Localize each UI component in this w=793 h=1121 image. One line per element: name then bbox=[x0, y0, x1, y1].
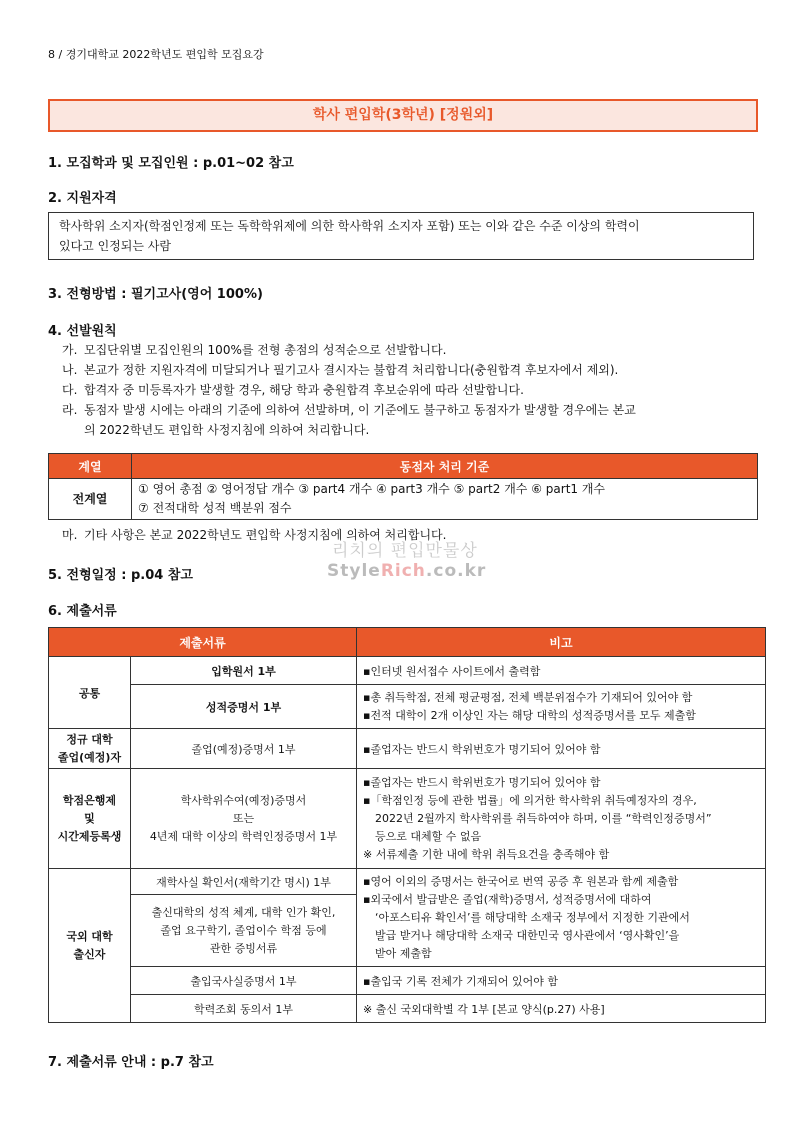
section-1-heading: 1. 모집학과 및 모집인원 : p.01~02 참고 bbox=[48, 156, 294, 171]
group-label: 학점은행제 및 시간제등록생 bbox=[49, 769, 131, 869]
doc-note: ▪인터넷 원서접수 사이트에서 출력함 bbox=[357, 657, 766, 685]
table-header: 계열 bbox=[49, 454, 132, 479]
table-row bbox=[49, 479, 758, 520]
list-item: 의 2022학년도 편입학 사정지침에 의하여 처리합니다. bbox=[84, 423, 370, 437]
doc-name: 입학원서 1부 bbox=[131, 657, 357, 685]
eligibility-box bbox=[48, 212, 754, 260]
section-2-heading: 2. 지원자격 bbox=[48, 191, 117, 206]
table-cell bbox=[132, 479, 758, 520]
eligibility-line: 학사학위 소지자(학점인정제 또는 독학학위제에 의한 학사학위 소지자 포함) 또는 이와 같은 수준 이상의 학력이 bbox=[59, 219, 640, 233]
group-label: 국외 대학 출신자 bbox=[49, 869, 131, 1023]
table-row bbox=[49, 769, 766, 869]
criteria-line: ① 영어 총점 ② 영어정답 개수 ③ part4 개수 ④ part3 개수 ⑤ part2 개수 ⑥ part1 개수 bbox=[138, 482, 606, 496]
page-header: 8 / 경기대학교 2022학년도 편입학 모집요강 bbox=[48, 48, 264, 61]
table-row bbox=[49, 729, 766, 769]
table-row bbox=[49, 967, 766, 995]
section-6-heading: 6. 제출서류 bbox=[48, 604, 117, 619]
doc-note: ▪총 취득학점, 전체 평균평점, 전체 백분위점수가 기재되어 있어야 함 ▪전적 대학이 2개 이상인 자는 해당 대학의 성적증명서를 모두 제출함 bbox=[357, 685, 766, 729]
table-header: 비고 bbox=[357, 628, 766, 657]
doc-name: 졸업(예정)증명서 1부 bbox=[131, 729, 357, 769]
list-item: 가. 모집단위별 모집인원의 100%를 전형 총점의 성적순으로 선발합니다. bbox=[62, 343, 447, 357]
group-label: 정규 대학 졸업(예정)자 bbox=[49, 729, 131, 769]
doc-note: ▪졸업자는 반드시 학위번호가 명기되어 있어야 함 ▪「학점인정 등에 관한 법률」에 의거한 학사학위 취득예정자의 경우, 2022년 2월까지 학사학위를 취득하여야 하며, 이를 “학력인정증명서” 등으로 대체할 수 없음 ※ 서류제출 기한 내에 학위 취득요건을 충족해야 함 bbox=[357, 769, 766, 869]
doc-note: ▪출입국 기록 전체가 기재되어 있어야 함 bbox=[357, 967, 766, 995]
tie-break-table bbox=[48, 453, 758, 520]
doc-name: 출신대학의 성적 체계, 대학 인가 확인, 졸업 요구학기, 졸업이수 학점 등에 관한 증빙서류 bbox=[131, 895, 357, 967]
table-row bbox=[49, 685, 766, 729]
section-5-heading: 5. 전형일정 : p.04 참고 bbox=[48, 568, 193, 583]
table-row bbox=[49, 995, 766, 1023]
doc-note: ▪졸업자는 반드시 학위번호가 명기되어 있어야 함 bbox=[357, 729, 766, 769]
group-label: 공통 bbox=[49, 657, 131, 729]
table-header: 동점자 처리 기준 bbox=[132, 454, 758, 479]
table-header: 제출서류 bbox=[49, 628, 357, 657]
doc-name: 재학사실 확인서(재학기간 명시) 1부 bbox=[131, 869, 357, 895]
list-item: 다. 합격자 중 미등록자가 발생할 경우, 해당 학과 충원합격 후보순위에 따라 선발합니다. bbox=[62, 383, 524, 397]
doc-name: 학사학위수여(예정)증명서 또는 4년제 대학 이상의 학력인정증명서 1부 bbox=[131, 769, 357, 869]
documents-table bbox=[48, 627, 766, 1023]
table-row bbox=[49, 657, 766, 685]
watermark-text: 리치의 편입만물상 bbox=[332, 541, 478, 561]
list-item: 나. 본교가 정한 지원자격에 미달되거나 필기고사 결시자는 불합격 처리합니다(충원합격 후보자에서 제외). bbox=[62, 363, 619, 377]
section-7-heading: 7. 제출서류 안내 : p.7 참고 bbox=[48, 1055, 214, 1070]
doc-name: 출입국사실증명서 1부 bbox=[131, 967, 357, 995]
table-cell: 전계열 bbox=[49, 479, 132, 520]
doc-name: 성적증명서 1부 bbox=[131, 685, 357, 729]
doc-note: ▪영어 이외의 증명서는 한국어로 번역 공증 후 원본과 함께 제출함 ▪외국에서 발급받은 졸업(재학)증명서, 성적증명서에 대하여 ‘아포스티유 확인서’를 해당대학 소재국 정부에서 지정한 기관에서 발급 받거나 해당대학 소재국 대한민국 영사관에서 ‘영사확인’을 받아 제출함 bbox=[357, 869, 766, 967]
doc-note: ※ 출신 국외대학별 각 1부 [본교 양식(p.27) 사용] bbox=[357, 995, 766, 1023]
page-title: 학사 편입학(3학년) [정원외] bbox=[48, 99, 758, 132]
list-item: 라. 동점자 발생 시에는 아래의 기준에 의하여 선발하며, 이 기준에도 불구하고 동점자가 발생할 경우에는 본교 bbox=[62, 403, 636, 417]
section-3-heading: 3. 전형방법 : 필기고사(영어 100%) bbox=[48, 287, 263, 302]
eligibility-line: 있다고 인정되는 사람 bbox=[59, 239, 171, 253]
table-row bbox=[49, 869, 766, 895]
doc-name: 학력조회 동의서 1부 bbox=[131, 995, 357, 1023]
watermark-url: StyleRich.co.kr bbox=[327, 561, 487, 581]
list-item: 마. 기타 사항은 본교 2022학년도 편입학 사정지침에 의하여 처리합니다. bbox=[62, 528, 447, 542]
section-4-heading: 4. 선발원칙 bbox=[48, 324, 117, 339]
criteria-line: ⑦ 전적대학 성적 백분위 점수 bbox=[138, 501, 292, 515]
selection-principles bbox=[62, 340, 762, 440]
